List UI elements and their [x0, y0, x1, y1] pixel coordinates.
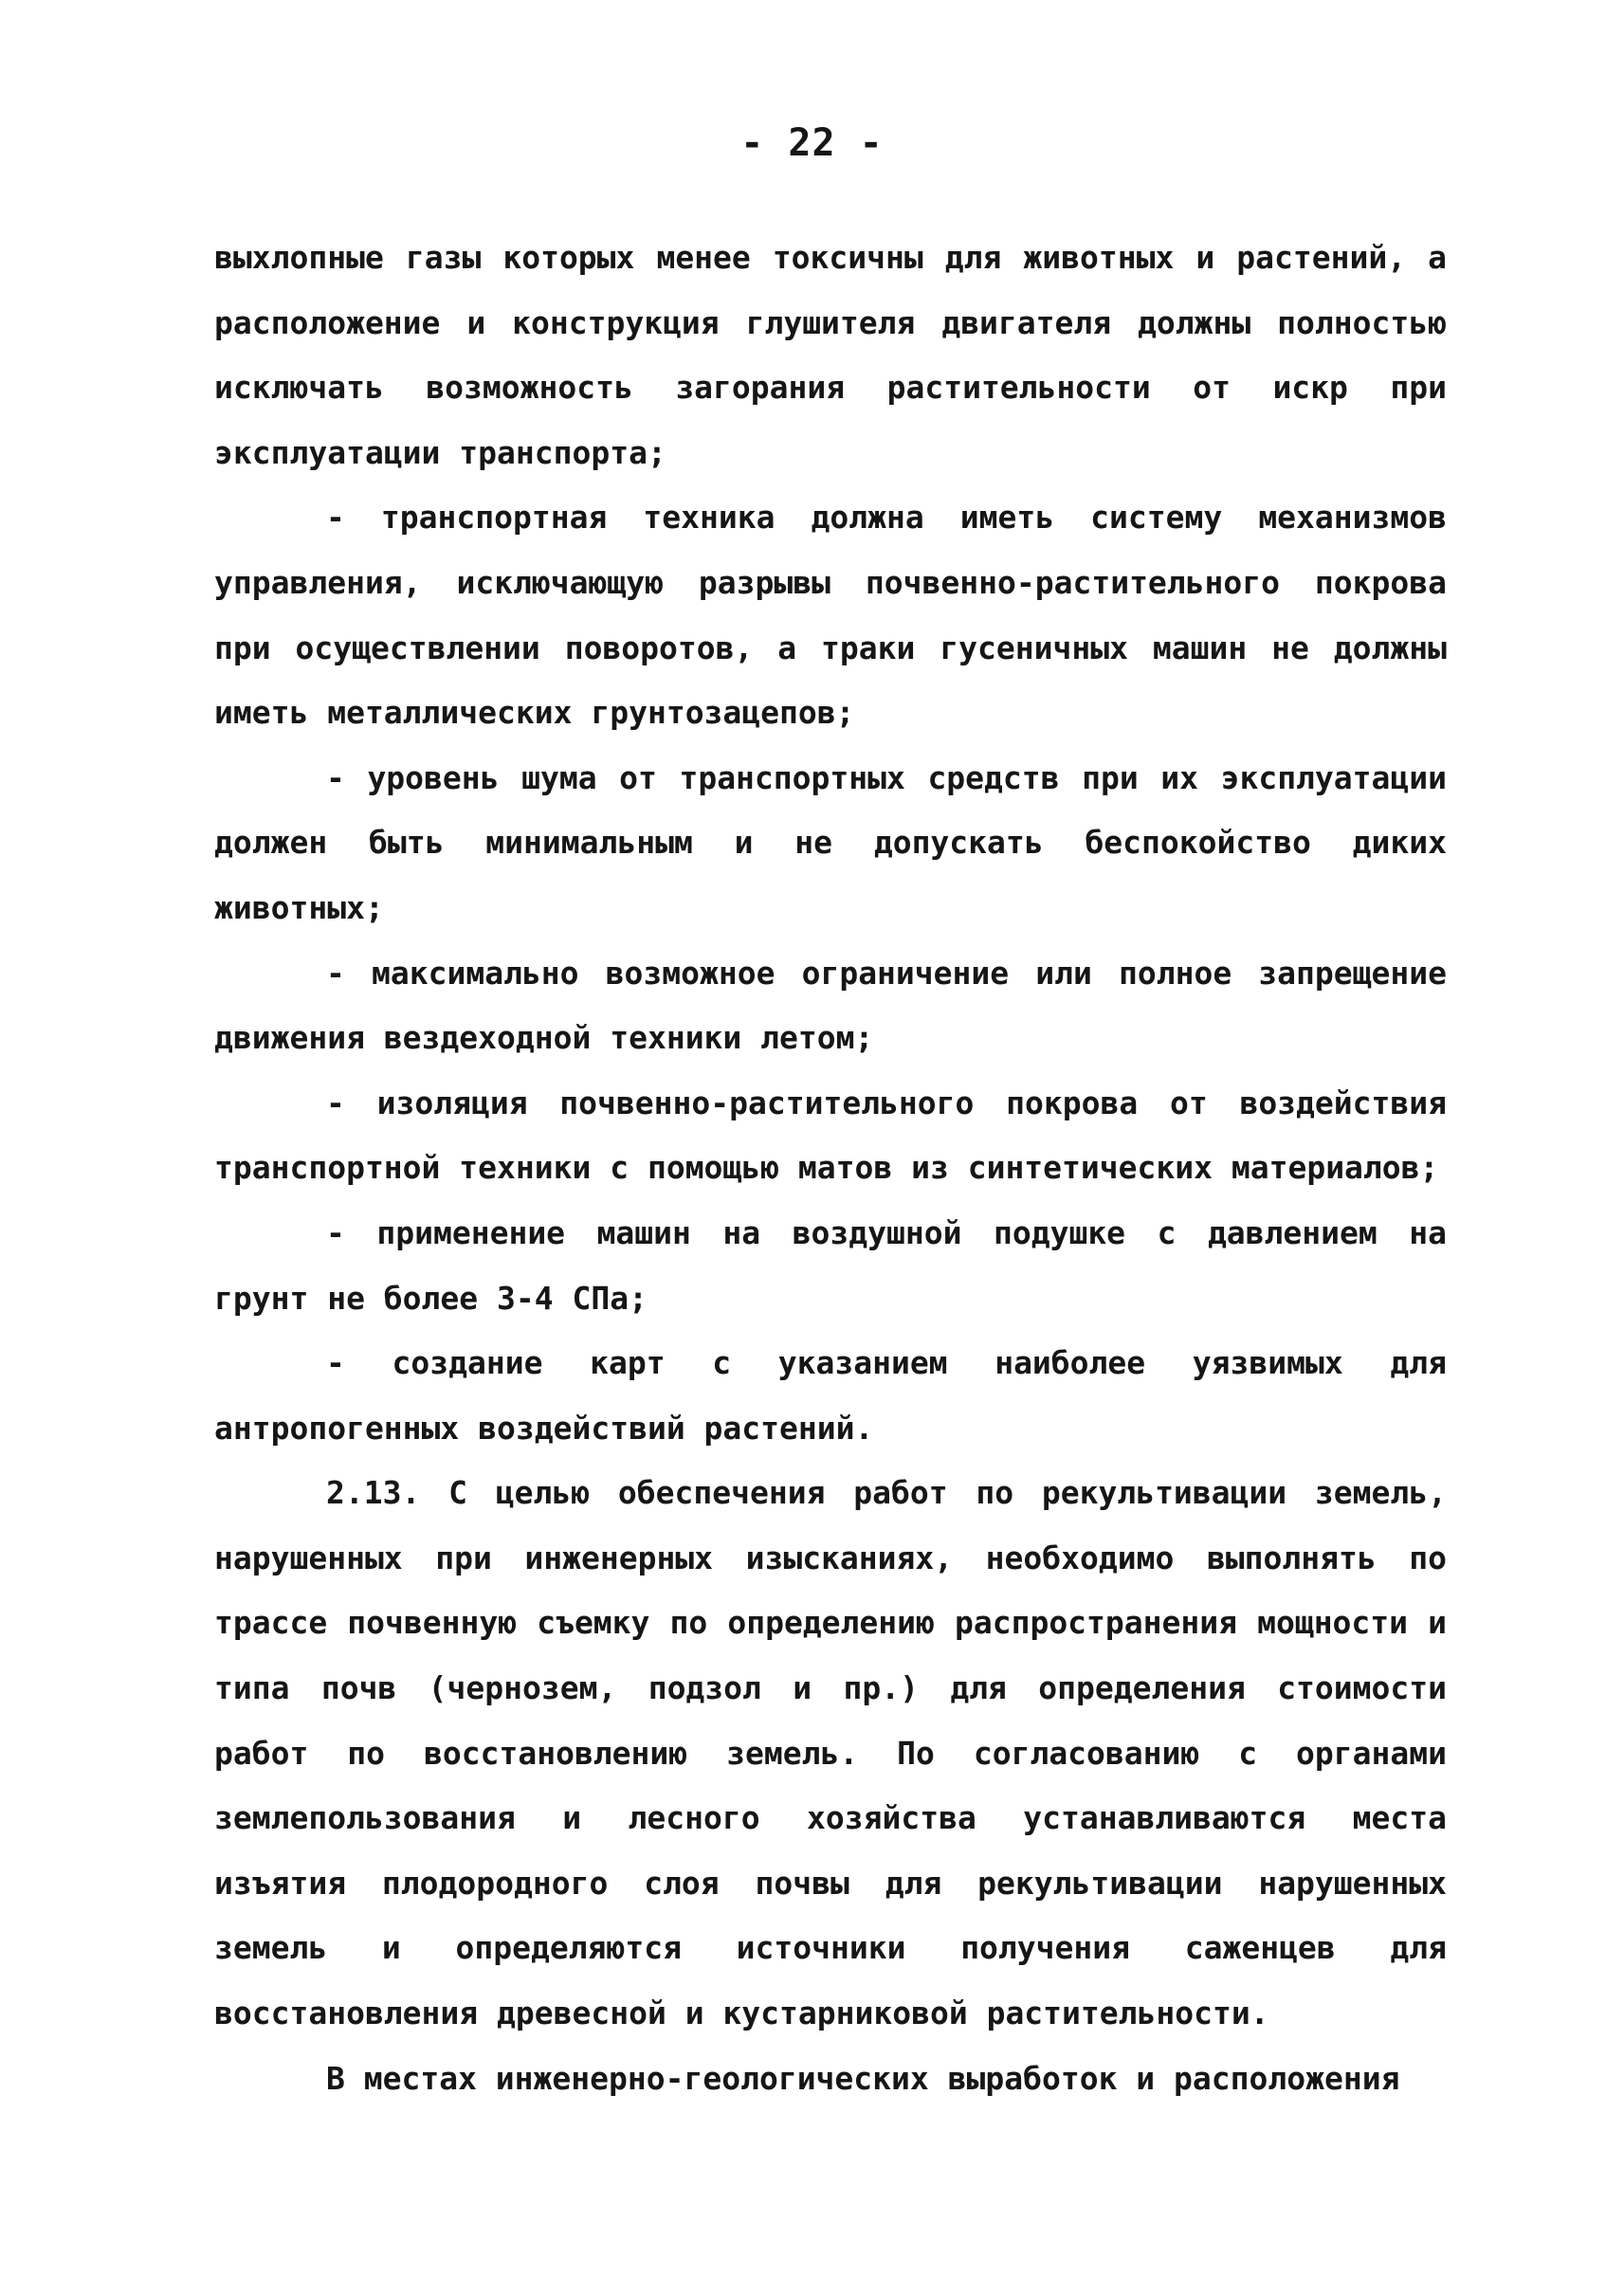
list-item-summer-restriction: - максимально возможное ограничение или полное запрещение движения вездеходной техники летом; — [214, 954, 1447, 1057]
list-item-vulnerability-maps: - создание карт с указанием наиболее уязвимых для антропогенных воздействий растений. — [214, 1344, 1447, 1447]
section-2-13-paragraph: 2.13. С целью обеспечения работ по рекультивации земель, нарушенных при инженерных изысканиях, необходимо выполнять по трассе почвенную съемку по определению распространения мощности и типа почв (чернозем, подзол и пр.) для определения стоимости работ по восстановлению земель. По согласованию с органами землепользования и лесного хозяйства устанавливаются места изъятия плодородного слоя почвы для рекультивации нарушенных земель и определяются источники получения саженцев для восстановления древесной и кустарниковой растительности. — [214, 1474, 1447, 2032]
list-item-synthetic-mats: - изоляция почвенно-растительного покрова от воздействия транспортной техники с помощью матов из синтетических материалов; — [214, 1084, 1447, 1187]
list-item-noise-level: - уровень шума от транспортных средств при их эксплуатации должен быть минимальным и не допускать беспокойство диких животных; — [214, 758, 1447, 926]
paragraph-geological-workings: В местах инженерно-геологических выработок и расположения — [326, 2059, 1400, 2097]
document-body — [214, 226, 1447, 2111]
list-item-exhaust-noise-transport-controls: - транспортная техника должна иметь систему механизмов управления, исключающую разрывы почвенно-растительного покрова при осуществлении поворотов, а траки гусеничных машин не должны иметь металлических грунтозацепов; — [214, 499, 1447, 732]
list-item-hovercraft: - применение машин на воздушной подушке с давлением на грунт не более 3-4 СПа; — [214, 1213, 1447, 1317]
page-number: - 22 - — [740, 121, 884, 165]
paragraph-continuation: выхлопные газы которых менее токсичны для животных и растений, а расположение и конструкция глушителя двигателя должны полностью исключать возможность загорания растительности от искр при эксплуатации транспорта; — [214, 239, 1447, 471]
